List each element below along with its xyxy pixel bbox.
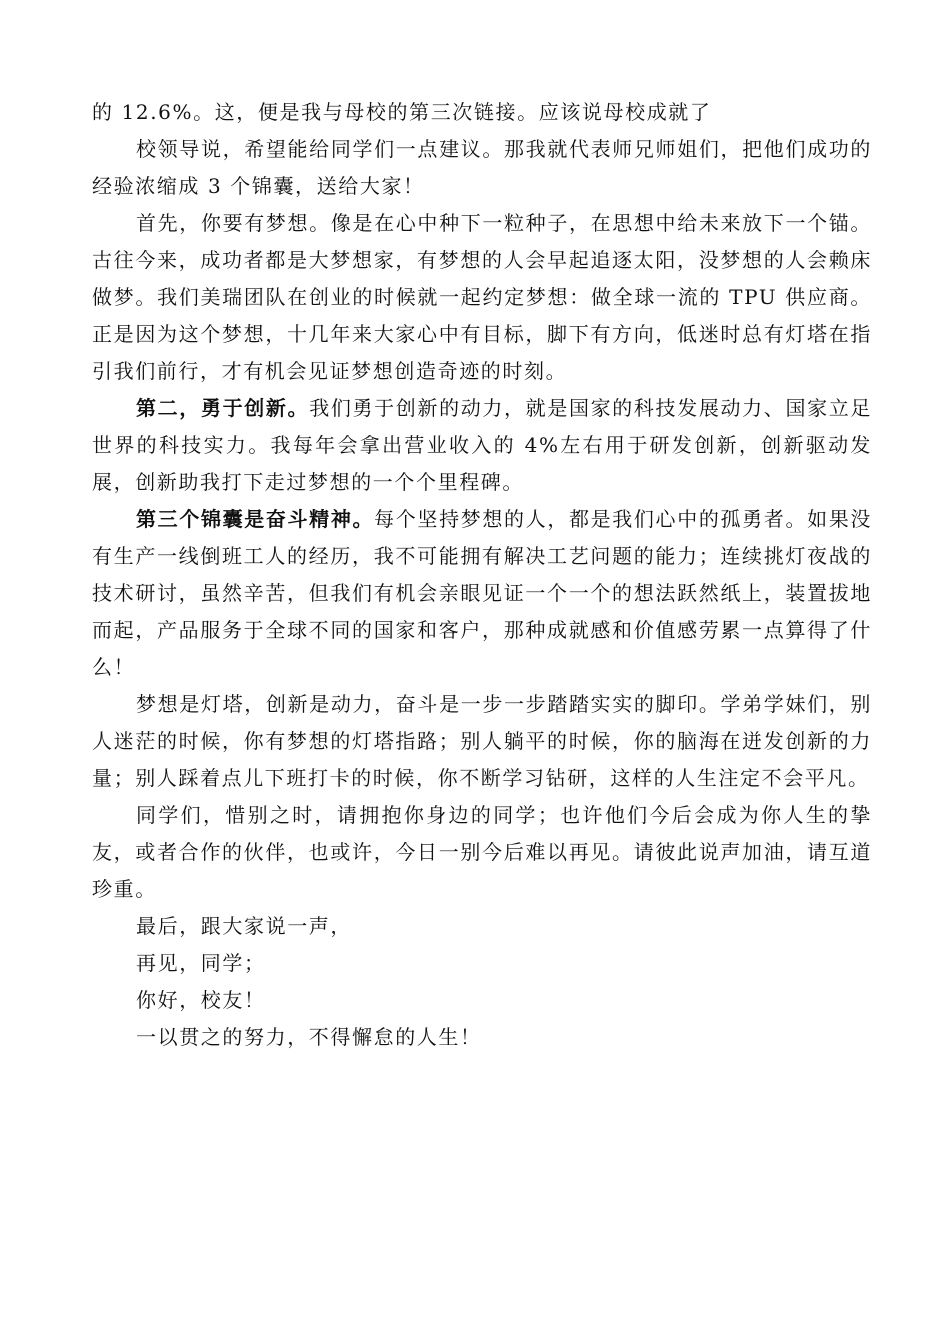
closing-line: 你好，校友！ <box>136 988 266 1012</box>
paragraph-bold-lead: 第三个锦囊是奋斗精神。 <box>136 507 375 531</box>
paragraph-bold-lead: 第二，勇于创新。 <box>136 396 310 420</box>
paragraph-body: 我们勇于创新的动力，就是国家的科技发展动力、国家立足世界的科技实力。我每年会拿出营业收入的 4%左右用于研发创新，创新驱动发展，创新助我打下走过梦想的一个个里程碑。 <box>92 396 872 494</box>
closing-line: 再见，同学； <box>136 951 266 975</box>
closing-line: 一以贯之的努力，不得懈怠的人生！ <box>136 1025 482 1049</box>
document-body <box>92 94 872 1056</box>
paragraph: 校领导说，希望能给同学们一点建议。那我就代表师兄师姐们，把他们成功的经验浓缩成 3 个锦囊，送给大家！ <box>92 137 872 198</box>
paragraph <box>92 501 872 686</box>
paragraph <box>92 390 872 501</box>
paragraph: 同学们，惜别之时，请拥抱你身边的同学；也许他们今后会成为你人生的挚友，或者合作的伙伴，也或许，今日一别今后难以再见。请彼此说声加油，请互道珍重。 <box>92 803 872 901</box>
paragraph-body: 每个坚持梦想的人，都是我们心中的孤勇者。如果没有生产一线倒班工人的经历，我不可能拥有解决工艺问题的能力；连续挑灯夜战的技术研讨，虽然辛苦，但我们有机会亲眼见证一个一个的想法跃然纸上，装置拔地而起，产品服务于全球不同的国家和客户，那种成就感和价值感劳累一点算得了什么！ <box>92 507 872 679</box>
paragraph: 首先，你要有梦想。像是在心中种下一粒种子，在思想中给未来放下一个锚。古往今来，成功者都是大梦想家，有梦想的人会早起追逐太阳，没梦想的人会赖床做梦。我们美瑞团队在创业的时候就一起约定梦想：做全球一流的 TPU 供应商。正是因为这个梦想，十几年来大家心中有目标，脚下有方向，低迷时总有灯塔在指引我们前行，才有机会见证梦想创造奇迹的时刻。 <box>92 211 872 383</box>
paragraph: 的 12.6%。这，便是我与母校的第三次链接。应该说母校成就了 <box>92 100 712 124</box>
paragraph: 梦想是灯塔，创新是动力，奋斗是一步一步踏踏实实的脚印。学弟学妹们，别人迷茫的时候，你有梦想的灯塔指路；别人躺平的时候，你的脑海在迸发创新的力量；别人踩着点儿下班打卡的时候，你不断学习钻研，这样的人生注定不会平凡。 <box>92 692 872 790</box>
closing-line: 最后，跟大家说一声， <box>136 914 352 938</box>
